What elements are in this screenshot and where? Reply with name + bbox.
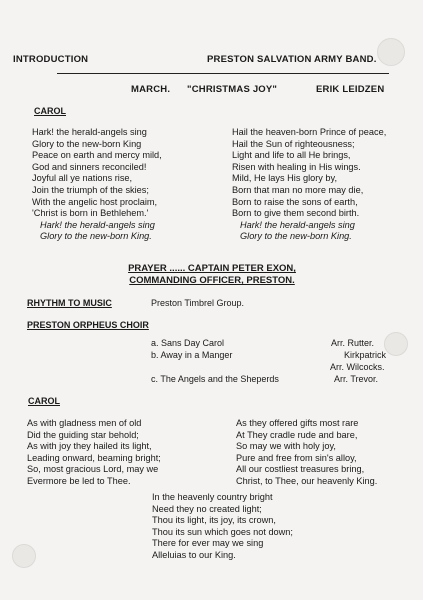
- carol-heading: CAROL: [34, 106, 66, 116]
- choir-item-title: c. The Angels and the Sheperds: [151, 374, 279, 384]
- carol-verse-center: [152, 492, 293, 562]
- carol-verse-right: [232, 127, 386, 243]
- choir-item-arranger: Arr. Trevor.: [334, 374, 379, 384]
- choir-item-title: a. Sans Day Carol: [151, 338, 225, 348]
- refrain-line: Glory to the new-born King.: [40, 231, 152, 242]
- verse-line: Light and life to all He brings,: [232, 150, 351, 161]
- verse-line: Leading onward, beaming bright;: [27, 452, 161, 463]
- refrain-line: Hark! the herald-angels sing: [240, 219, 355, 230]
- verse-line: Hark! the herald-angels sing: [32, 127, 147, 137]
- verse-line: Born that man no more may die,: [232, 184, 364, 195]
- header-rule: [57, 73, 389, 74]
- prayer-block: [96, 263, 328, 287]
- verse-line: Glory to the new-born King: [32, 138, 142, 149]
- march-title: "CHRISTMAS JOY": [187, 84, 278, 95]
- carol-verse-left: [27, 418, 161, 488]
- verse-line: Hail the Sun of righteousness;: [232, 138, 355, 149]
- orpheus-heading: PRESTON ORPHEUS CHOIR: [27, 320, 149, 330]
- choir-item-arranger: Arr. Wilcocks.: [330, 362, 385, 372]
- refrain-line: Hark! the herald-angels sing: [40, 219, 155, 230]
- punch-hole-top: [377, 38, 405, 66]
- verse-line: There for ever may we sing: [152, 538, 264, 549]
- verse-line: Thou its sun which goes not down;: [152, 526, 293, 537]
- verse-line: Join the triumph of the skies;: [32, 184, 149, 195]
- rhythm-heading: RHYTHM TO MUSIC: [27, 298, 112, 308]
- verse-line: Hail the heaven-born Prince of peace,: [232, 127, 387, 137]
- carol-verse-right: [236, 418, 377, 488]
- choir-item-title: b. Away in a Manger: [151, 350, 233, 360]
- verse-line: Pure and free from sin's alloy,: [236, 452, 357, 463]
- verse-line: 'Christ is born in Bethlehem.': [32, 208, 149, 219]
- verse-line: Alleluias to our King.: [152, 549, 236, 560]
- verse-line: As with joy they hailed its light,: [27, 441, 152, 452]
- prayer-officer-line: COMMANDING OFFICER, PRESTON.: [129, 275, 295, 286]
- verse-line: Born to raise the sons of earth,: [232, 196, 358, 207]
- choir-item-arranger: Arr. Rutter.: [331, 338, 375, 348]
- verse-line: At They cradle rude and bare,: [236, 429, 358, 440]
- verse-line: Need they no created light;: [152, 503, 262, 514]
- verse-line: As they offered gifts most rare: [236, 418, 359, 428]
- punch-hole-bottom: [12, 544, 36, 568]
- choir-item-arranger: Kirkpatrick: [344, 350, 387, 360]
- verse-line: Born to give them second birth.: [232, 208, 360, 219]
- refrain-line: Glory to the new-born King.: [240, 231, 352, 242]
- verse-line: As with gladness men of old: [27, 418, 142, 428]
- verse-line: Peace on earth and mercy mild,: [32, 150, 162, 161]
- verse-line: God and sinners reconciled!: [32, 161, 147, 172]
- march-label: MARCH.: [131, 84, 171, 95]
- prayer-line: PRAYER ...... CAPTAIN PETER EXON,: [128, 263, 296, 274]
- verse-line: So, most gracious Lord, may we: [27, 464, 159, 475]
- introduction-label: INTRODUCTION: [13, 54, 89, 65]
- verse-line: Mild, He lays His glory by,: [232, 173, 338, 184]
- band-name: PRESTON SALVATION ARMY BAND.: [207, 54, 377, 65]
- march-composer: ERIK LEIDZEN: [316, 84, 385, 95]
- verse-line: All our costliest treasures bring,: [236, 464, 365, 475]
- verse-line: With the angelic host proclaim,: [32, 196, 158, 207]
- verse-line: Thou its light, its joy, its crown,: [152, 515, 276, 526]
- verse-line: In the heavenly country bright: [152, 492, 273, 502]
- verse-line: Joyful all ye nations rise,: [32, 173, 133, 184]
- verse-line: Evermore be led to Thee.: [27, 475, 131, 486]
- verse-line: Christ, to Thee, our heavenly King.: [236, 475, 378, 486]
- verse-line: So may we with holy joy,: [236, 441, 336, 452]
- rhythm-performer: Preston Timbrel Group.: [151, 298, 245, 308]
- verse-line: Did the guiding star behold;: [27, 429, 139, 440]
- verse-line: Risen with healing in His wings.: [232, 161, 361, 172]
- carol-verse-left: [32, 127, 162, 243]
- punch-hole-middle: [384, 332, 408, 356]
- carol-heading: CAROL: [28, 396, 60, 406]
